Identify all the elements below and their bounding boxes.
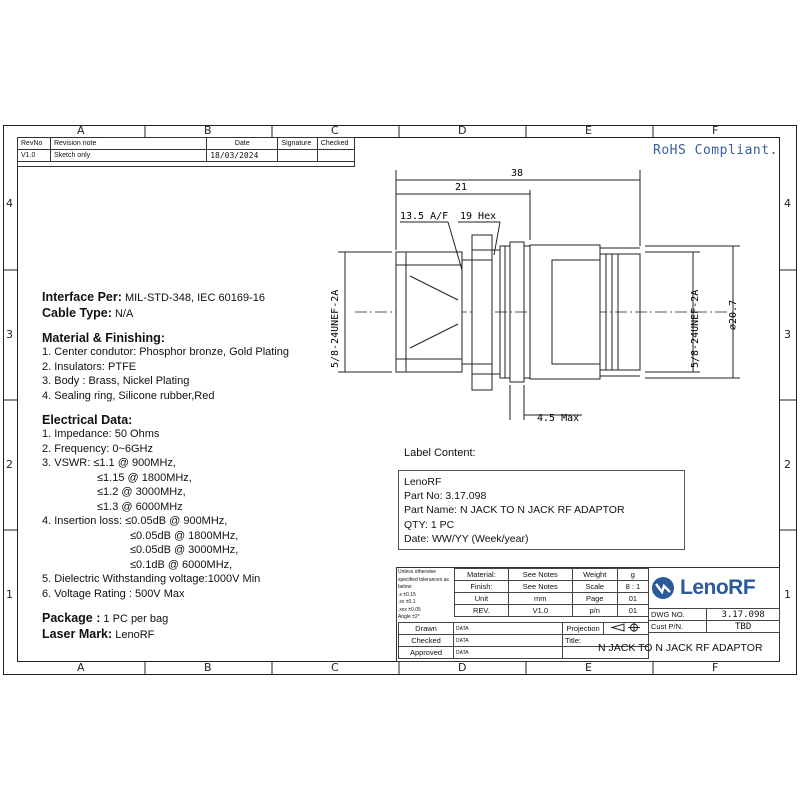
approved-label: Approved: [399, 647, 454, 659]
label-line: LenoRF: [404, 476, 442, 488]
weight-value: g: [617, 569, 648, 581]
approved-date: DATA: [454, 647, 563, 659]
rev-cell-revno: V1.0: [18, 150, 51, 162]
electrical-item: 1. Impedance: 50 Ohms: [42, 428, 160, 440]
zone-label-2-left: 2: [6, 458, 13, 471]
laser-value: LenoRF: [112, 628, 155, 641]
label-line: Date: WW/YY (Week/year): [404, 532, 529, 545]
weight-label: Weight: [572, 569, 617, 581]
page-value: 01: [617, 593, 648, 605]
dia-label: ⌀20.7: [728, 299, 739, 330]
laser-label: Laser Mark:: [42, 626, 113, 641]
zone-label-c-top: C: [331, 124, 339, 137]
label-content-box: [398, 470, 685, 550]
rohs-label: RoHS Compliant.: [653, 143, 778, 158]
zone-label-f-top: F: [712, 124, 719, 137]
cable-line: [42, 306, 289, 322]
label-line: QTY: 1 PC: [404, 518, 455, 531]
rev-header-note: Revision note: [50, 138, 206, 150]
rev-cell-note: Sketch only: [50, 150, 206, 162]
zone-label-1-left: 1: [6, 588, 13, 601]
electrical-item: 2. Frequency: 0~6GHz: [42, 442, 153, 455]
dwg-label: DWG NO.: [649, 609, 707, 621]
electrical-title: Electrical Data:: [42, 413, 133, 427]
zone-label-e-bottom: E: [585, 661, 592, 674]
electrical-item: ≤0.1dB @ 6000MHz,: [130, 558, 233, 571]
zone-label-b-bottom: B: [204, 661, 212, 674]
material-item-2: 2. Insulators: PTFE: [42, 360, 137, 373]
spec-block: [42, 290, 289, 642]
dwg-table: [648, 608, 780, 633]
rev-header-signature: Signature: [278, 138, 317, 150]
zone-label-a-bottom: A: [77, 661, 85, 674]
electrical-item: 3. VSWR: ≤1.1 @ 900MHz,: [42, 457, 176, 469]
rev-header-checked: Checked: [317, 138, 354, 150]
dwg-value: 3.17.098: [707, 609, 780, 621]
scale-label: Scale: [572, 581, 617, 593]
electrical-item: ≤1.15 @ 1800MHz,: [97, 471, 192, 484]
thread-right-label: 5/8-24UNEF-2A: [690, 289, 701, 368]
zone-label-d-top: D: [458, 124, 467, 137]
zone-label-f-bottom: F: [712, 661, 719, 674]
cable-value: N/A: [111, 307, 134, 320]
checked-label: Checked: [399, 635, 454, 647]
tolerance-block: [398, 569, 454, 622]
connector-drawing: [300, 160, 760, 440]
zone-label-e-top: E: [585, 124, 592, 137]
label-line: Part No: 3.17.098: [404, 490, 487, 503]
electrical-item: ≤1.2 @ 3000MHz,: [97, 486, 186, 498]
drawing-title: N JACK TO N JACK RF ADAPTOR: [598, 642, 763, 654]
material-value: See Notes: [508, 569, 572, 581]
zone-label-b-top: B: [204, 124, 212, 137]
logo-mark-icon: [650, 576, 676, 600]
zone-label-3-left: 3: [6, 328, 13, 341]
laser-line: [42, 627, 289, 643]
package-line: [42, 611, 289, 627]
dim-max-label: 4.5 Max: [537, 413, 580, 424]
package-label: Package :: [42, 611, 101, 625]
company-logo: [650, 569, 778, 607]
tolerance-angle: Angle ±2°: [398, 614, 420, 620]
projection-symbol: [604, 623, 649, 635]
zone-label-3-right: 3: [784, 328, 791, 341]
tolerance-xxx: .xxx ±0.05: [398, 606, 421, 613]
finish-value: See Notes: [508, 581, 572, 593]
pn-value: 01: [617, 605, 648, 617]
drawn-date: DATA: [454, 623, 563, 635]
zone-label-2-right: 2: [784, 458, 791, 471]
electrical-item: 4. Insertion loss: ≤0.05dB @ 900MHz,: [42, 515, 228, 527]
rev-value: V1.0: [508, 605, 572, 617]
cust-label: Cust P/N.: [649, 621, 707, 633]
thread-left-label: 5/8-24UNEF-2A: [330, 289, 341, 368]
finish-label: Finish:: [455, 581, 509, 593]
page-label: Page: [572, 593, 617, 605]
cust-value: TBD: [707, 621, 780, 633]
zone-label-4-left: 4: [6, 197, 13, 210]
dim-af-label: 13.5 A/F: [400, 211, 449, 222]
rev-header-revno: RevNo: [18, 138, 51, 150]
drawn-label: Drawn: [399, 623, 454, 635]
material-item-3: 3. Body : Brass, Nickel Plating: [42, 375, 190, 387]
label-line: Part Name: N JACK TO N JACK RF ADAPTOR: [404, 504, 625, 517]
electrical-item: 6. Voltage Rating : 500V Max: [42, 587, 185, 600]
tolerance-x: .x ±0.15: [398, 591, 416, 598]
logo-text: LenoRF: [680, 576, 756, 599]
zone-label-c-bottom: C: [331, 661, 339, 674]
projection-label: Projection: [563, 623, 604, 635]
scale-value: 8 : 1: [617, 581, 648, 593]
material-item-1: 1. Center condutor: Phosphor bronze, Gold Plating: [42, 346, 290, 358]
rev-cell-date: 18/03/2024: [207, 150, 278, 162]
interface-line: [42, 290, 289, 306]
interface-value: MIL-STD-348, IEC 60169-16: [121, 292, 265, 304]
zone-label-1-right: 1: [784, 588, 791, 601]
electrical-item: ≤1.3 @ 6000MHz: [97, 500, 183, 513]
zone-label-4-right: 4: [784, 197, 791, 210]
unit-value: mm: [508, 593, 572, 605]
package-value: 1 PC per bag: [100, 613, 169, 625]
material-label: Material:: [455, 569, 509, 581]
material-title: Material & Finishing:: [42, 331, 165, 345]
electrical-item: 5. Dielectric Withstanding voltage:1000V Min: [42, 573, 261, 585]
tolerance-note: Unless otherwise specified tolerances as below:: [398, 569, 449, 590]
projection-icon: [610, 623, 642, 632]
title-block-table: [454, 568, 649, 617]
dim-hex-label: 19 Hex: [460, 211, 497, 222]
pn-label: p/n: [572, 605, 617, 617]
electrical-item: ≤0.05dB @ 1800MHz,: [130, 529, 239, 542]
rev-header-date: Date: [207, 138, 278, 150]
cable-label: Cable Type:: [42, 305, 112, 320]
dim-overall-label: 38: [511, 168, 524, 179]
zone-label-d-bottom: D: [458, 661, 467, 674]
zone-label-a-top: A: [77, 124, 85, 137]
electrical-item: ≤0.05dB @ 3000MHz,: [130, 544, 239, 556]
unit-label: Unit: [455, 593, 509, 605]
dim-front-label: 21: [455, 182, 468, 193]
title-label: Title:: [563, 635, 649, 647]
rev-label: REV.: [455, 605, 509, 617]
checked-date: DATA: [454, 635, 563, 647]
interface-label: Interface Per:: [42, 290, 122, 304]
material-item-4: 4. Sealing ring, Silicone rubber,Red: [42, 389, 215, 402]
tolerance-xx: .xx ±0.1: [398, 599, 416, 605]
label-content-title: Label Content:: [404, 447, 476, 459]
